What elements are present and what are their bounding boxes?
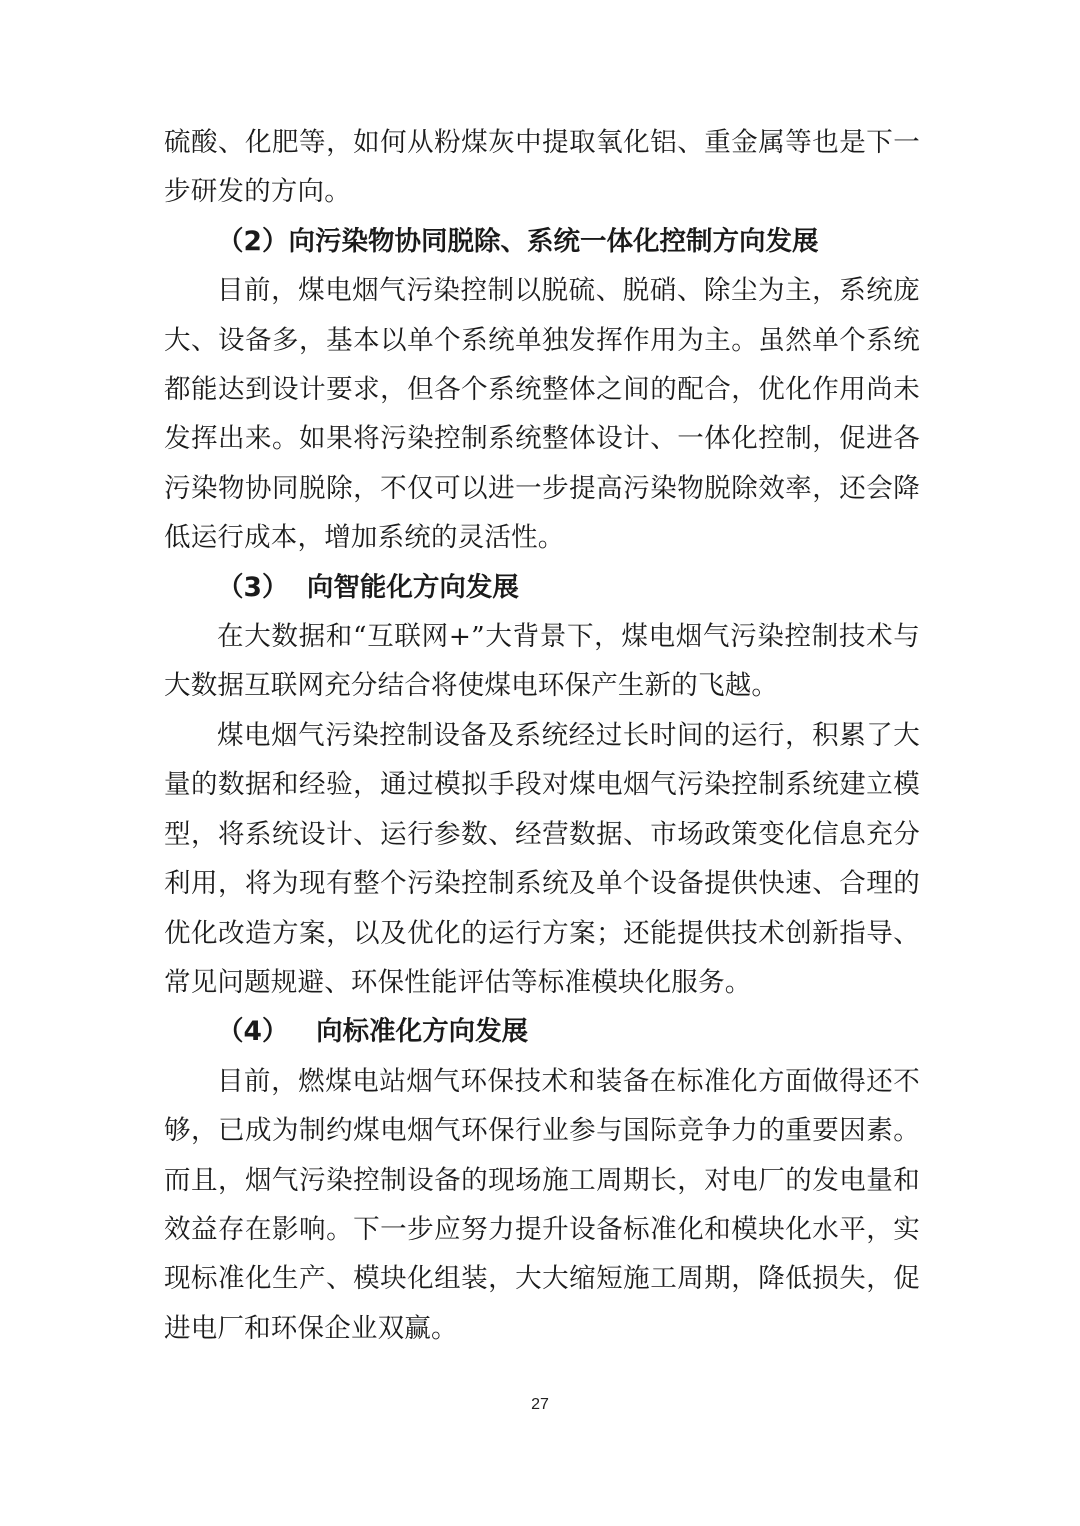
- paragraph-continuation: 硫酸、化肥等，如何从粉煤灰中提取氧化铝、重金属等也是下一步研发的方向。: [164, 127, 920, 208]
- page-body: [164, 118, 920, 1353]
- paragraph-standardization: 目前，燃煤电站烟气环保技术和装备在标准化方面做得还不够，已成为制约煤电烟气环保行业参与国际竞争力的重要因素。而且，烟气污染控制设备的现场施工周期长，对电厂的发电量和效益存在影响。下一步应努力提升设备标准化和模块化水平，实现标准化生产、模块化组装，大大缩短施工周期，降低损失，促进电厂和环保企业双赢。: [164, 1065, 920, 1344]
- paragraph-intelligent-modeling: 煤电烟气污染控制设备及系统经过长时间的运行，积累了大量的数据和经验，通过模拟手段对煤电烟气污染控制系统建立模型，将系统设计、运行参数、经营数据、市场政策变化信息充分利用，将为现有整个污染控制系统及单个设备提供快速、合理的优化改造方案，以及优化的运行方案；还能提供技术创新指导、常见问题规避、环保性能评估等标准模块化服务。: [164, 719, 920, 998]
- page-number: 27: [531, 1396, 549, 1413]
- section-heading-4: （4） 向标准化方向发展: [217, 1016, 529, 1048]
- paragraph-big-data: 在大数据和“互联网+”大背景下，煤电烟气污染控制技术与大数据互联网充分结合将使煤电环保产生新的飞越。: [164, 621, 920, 702]
- paragraph-collaborative-removal: 目前，煤电烟气污染控制以脱硫、脱硝、除尘为主，系统庞大、设备多，基本以单个系统单独发挥作用为主。虽然单个系统都能达到设计要求，但各个系统整体之间的配合，优化作用尚未发挥出来。如果将污染控制系统整体设计、一体化控制，促进各污染物协同脱除，不仅可以进一步提高污染物脱除效率，还会降低运行成本，增加系统的灵活性。: [164, 275, 920, 554]
- section-heading-3: （3） 向智能化方向发展: [217, 571, 519, 603]
- section-heading-2: （2）向污染物协同脱除、系统一体化控制方向发展: [217, 225, 819, 257]
